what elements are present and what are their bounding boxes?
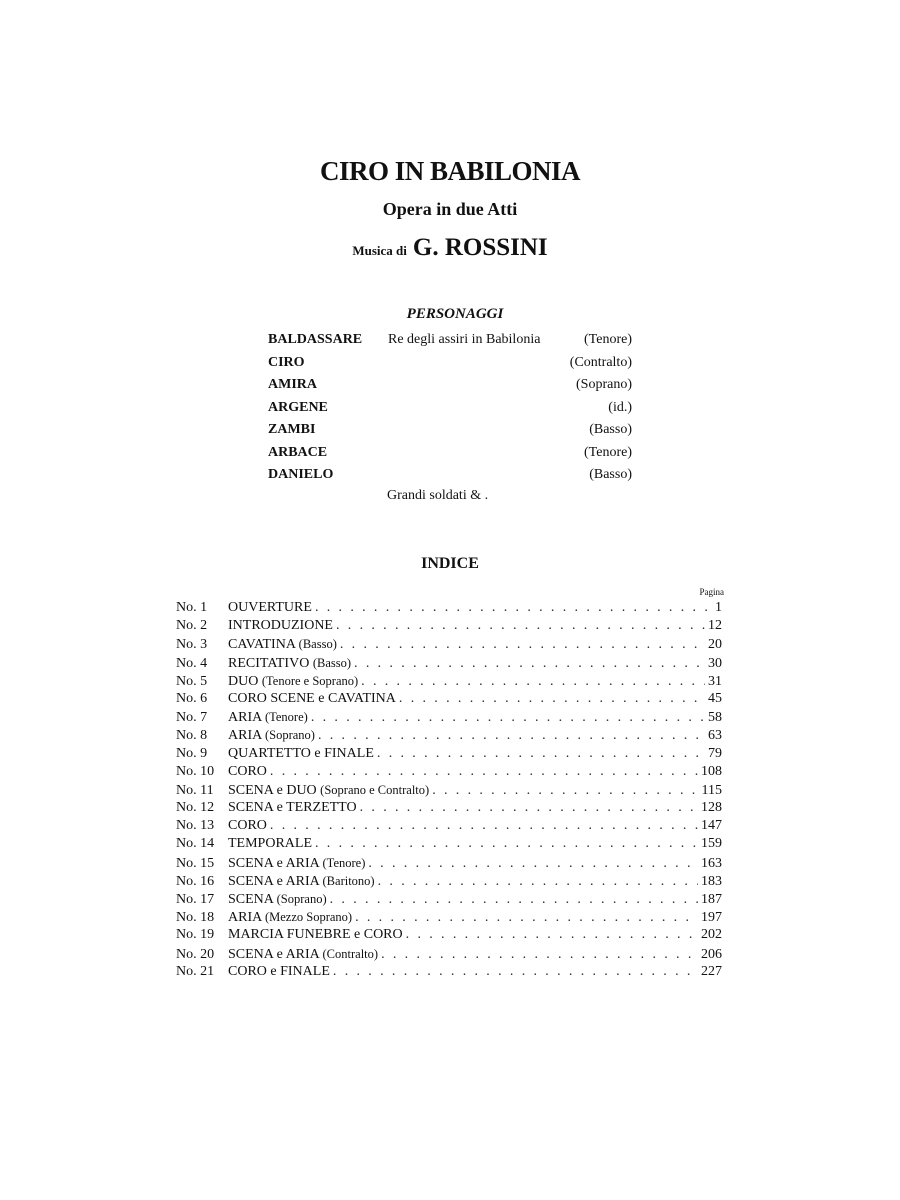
cast-role: ZAMBI (268, 422, 316, 437)
index-title-voice: (Tenore) (264, 710, 308, 725)
index-title-main: SCENA e ARIA (228, 855, 320, 871)
index-title-voice: (Basso) (312, 655, 352, 670)
index-row (176, 599, 722, 617)
dot-leader (315, 599, 709, 617)
index-page-number: 202 (701, 927, 722, 943)
dot-leader (399, 690, 705, 708)
index-number: No. 13 (176, 818, 215, 834)
index-number: No. 17 (176, 892, 215, 907)
index-number: No. 5 (176, 673, 208, 689)
index-title-voice: (Soprano) (276, 892, 327, 906)
cast-voice: (Soprano) (576, 377, 632, 392)
cast-voice: (Tenore) (584, 332, 632, 347)
dot-leader (377, 745, 705, 763)
index-title-main: TEMPORALE (228, 836, 312, 852)
index-title-main: ARIA (228, 728, 262, 744)
cast-role: AMIRA (268, 377, 317, 392)
index-row (176, 672, 722, 690)
index-number: No. 8 (176, 728, 208, 744)
index-page-number: 187 (701, 892, 722, 907)
index-row (176, 817, 722, 835)
dot-leader (378, 873, 698, 891)
cast-row (268, 398, 632, 421)
composer-prefix: Musica di (352, 243, 407, 258)
index-page-number: 197 (701, 910, 722, 926)
index-row (176, 726, 722, 744)
index-number: No. 18 (176, 910, 215, 926)
cast-description: Re degli assiri in Babilonia (388, 332, 541, 347)
cast-role: CIRO (268, 354, 305, 370)
index-number: No. 10 (176, 763, 215, 779)
cast-voice: (Tenore) (584, 444, 632, 460)
dot-leader (336, 617, 705, 635)
index-list (176, 599, 722, 981)
dot-leader (360, 799, 698, 817)
index-row (176, 654, 722, 672)
dot-leader (361, 673, 705, 691)
composer-line (0, 234, 900, 262)
index-title (228, 890, 327, 909)
index-page-number: 58 (708, 710, 722, 726)
index-title-main: SCENA e DUO (228, 782, 317, 798)
index-title-main: CAVATINA (228, 637, 296, 653)
index-title (228, 635, 337, 654)
index-row (176, 908, 722, 926)
index-page-number: 163 (701, 855, 722, 871)
cast-role: ARBACE (268, 444, 328, 460)
index-title-main: RECITATIVO (228, 655, 310, 671)
index-page-number: 12 (708, 618, 722, 634)
dot-leader (406, 926, 698, 944)
index-title-main: CORO e FINALE (228, 963, 330, 979)
cast-row (268, 330, 632, 353)
index-number: No. 11 (176, 782, 214, 798)
index-row (176, 781, 722, 799)
composer-name: G. ROSSINI (412, 234, 548, 261)
pagina-label: Pagina (699, 587, 724, 597)
index-row (176, 890, 722, 908)
index-title-voice: (Basso) (298, 637, 337, 652)
index-title-voice: (Baritono) (322, 873, 375, 888)
dot-leader (315, 835, 698, 853)
index-title-main: SCENA e ARIA (228, 946, 320, 962)
cast-role: ARGENE (268, 399, 328, 415)
dot-leader (330, 891, 698, 909)
index-page-number: 45 (708, 690, 722, 706)
index-page-number: 183 (701, 873, 722, 889)
index-title-main: ARIA (228, 710, 262, 726)
cast-extras: Grandi soldati & . (387, 488, 489, 503)
index-page-number: 147 (701, 818, 722, 834)
index-number: No. 21 (176, 963, 215, 979)
index-number: No. 1 (176, 600, 208, 615)
dot-leader (311, 709, 705, 727)
index-title-voice: (Soprano) (264, 728, 315, 743)
cast-row (268, 443, 632, 466)
index-page-number: 79 (708, 745, 722, 761)
index-title (228, 854, 365, 873)
index-title-main: INTRODUZIONE (228, 618, 333, 634)
index-title (228, 654, 351, 673)
index-row (176, 690, 722, 708)
index-title (228, 799, 357, 817)
index-title-main: CORO (228, 763, 267, 779)
index-row (176, 617, 722, 635)
dot-leader (333, 963, 698, 981)
index-title (228, 817, 267, 835)
index-number: No. 2 (176, 618, 208, 634)
index-title (228, 872, 375, 891)
cast-voice: (id.) (608, 399, 632, 415)
index-page-number: 206 (701, 946, 722, 962)
index-title-voice: (Contralto) (322, 946, 379, 961)
index-title (228, 617, 333, 635)
dot-leader (270, 763, 698, 781)
index-row (176, 963, 722, 981)
cast-voice: (Contralto) (569, 354, 632, 370)
index-page-number: 20 (708, 637, 722, 653)
index-title-voice: (Mezzo Soprano) (264, 910, 353, 925)
index-title-main: DUO (228, 673, 259, 689)
index-number: No. 3 (176, 637, 208, 653)
index-page-number: 115 (701, 782, 722, 798)
dot-leader (318, 727, 705, 745)
cast-list (268, 330, 632, 488)
index-title (228, 963, 330, 981)
index-title-main: SCENA e ARIA (228, 873, 320, 889)
index-number: No. 12 (176, 800, 215, 816)
index-title (228, 781, 429, 800)
cast-voice: (Basso) (589, 467, 632, 482)
index-title (228, 945, 378, 964)
dot-leader (340, 636, 705, 654)
cast-role: BALDASSARE (268, 332, 363, 347)
index-page-number: 1 (715, 600, 722, 615)
index-row (176, 926, 722, 944)
cast-row (268, 353, 632, 376)
cast-row (268, 375, 632, 398)
index-title-voice: (Tenore e Soprano) (261, 673, 359, 688)
index-number: No. 9 (176, 745, 208, 761)
index-title-main: MARCIA FUNEBRE e CORO (228, 927, 403, 943)
index-row (176, 763, 722, 781)
dot-leader (432, 782, 698, 800)
index-row (176, 854, 722, 872)
dot-leader (381, 946, 698, 964)
indice-heading: INDICE (421, 555, 479, 572)
index-title (228, 690, 396, 708)
index-title (228, 672, 358, 691)
index-title-main: SCENA e TERZETTO (228, 800, 357, 816)
index-title-main: SCENA (228, 892, 274, 907)
cast-row (268, 465, 632, 488)
index-title (228, 908, 352, 927)
index-number: No. 15 (176, 855, 215, 871)
index-title-voice: (Tenore) (322, 855, 366, 870)
opera-subtitle: Opera in due Atti (382, 199, 518, 219)
index-title-main: QUARTETTO e FINALE (228, 745, 374, 761)
cast-role: DANIELO (268, 467, 334, 482)
index-page-number: 31 (708, 673, 722, 689)
index-title (228, 926, 403, 944)
cast-voice: (Basso) (589, 422, 632, 437)
index-title-main: ARIA (228, 910, 262, 926)
dot-leader (368, 855, 698, 873)
index-page-number: 128 (701, 800, 722, 816)
index-row (176, 799, 722, 817)
index-number: No. 6 (176, 690, 208, 706)
opera-title: CIRO IN BABILONIA (319, 156, 581, 186)
index-title (228, 763, 267, 781)
index-page-number: 159 (701, 836, 722, 852)
index-number: No. 4 (176, 655, 208, 671)
index-row (176, 708, 722, 726)
index-number: No. 7 (176, 710, 208, 726)
dot-leader (355, 909, 698, 927)
cast-row (268, 420, 632, 443)
index-title-main: OUVERTURE (228, 600, 312, 615)
index-number: No. 20 (176, 946, 215, 962)
index-title-main: CORO (228, 818, 267, 834)
index-title (228, 726, 315, 745)
index-title-voice: (Soprano e Contralto) (320, 782, 430, 797)
personaggi-heading: PERSONAGGI (406, 306, 504, 322)
index-title (228, 599, 312, 617)
index-row (176, 635, 722, 653)
index-number: No. 19 (176, 927, 215, 943)
index-page-number: 108 (701, 763, 722, 779)
dot-leader (270, 817, 698, 835)
index-number: No. 14 (176, 836, 215, 852)
index-page-number: 227 (701, 963, 722, 979)
index-title (228, 745, 374, 763)
index-title-main: CORO SCENE e CAVATINA (228, 690, 396, 706)
index-row (176, 945, 722, 963)
index-page-number: 30 (708, 655, 722, 671)
index-row (176, 745, 722, 763)
index-title (228, 708, 308, 727)
index-row (176, 835, 722, 853)
index-row (176, 872, 722, 890)
index-title (228, 835, 312, 853)
dot-leader (354, 655, 705, 673)
index-page-number: 63 (708, 728, 722, 744)
index-number: No. 16 (176, 873, 215, 889)
